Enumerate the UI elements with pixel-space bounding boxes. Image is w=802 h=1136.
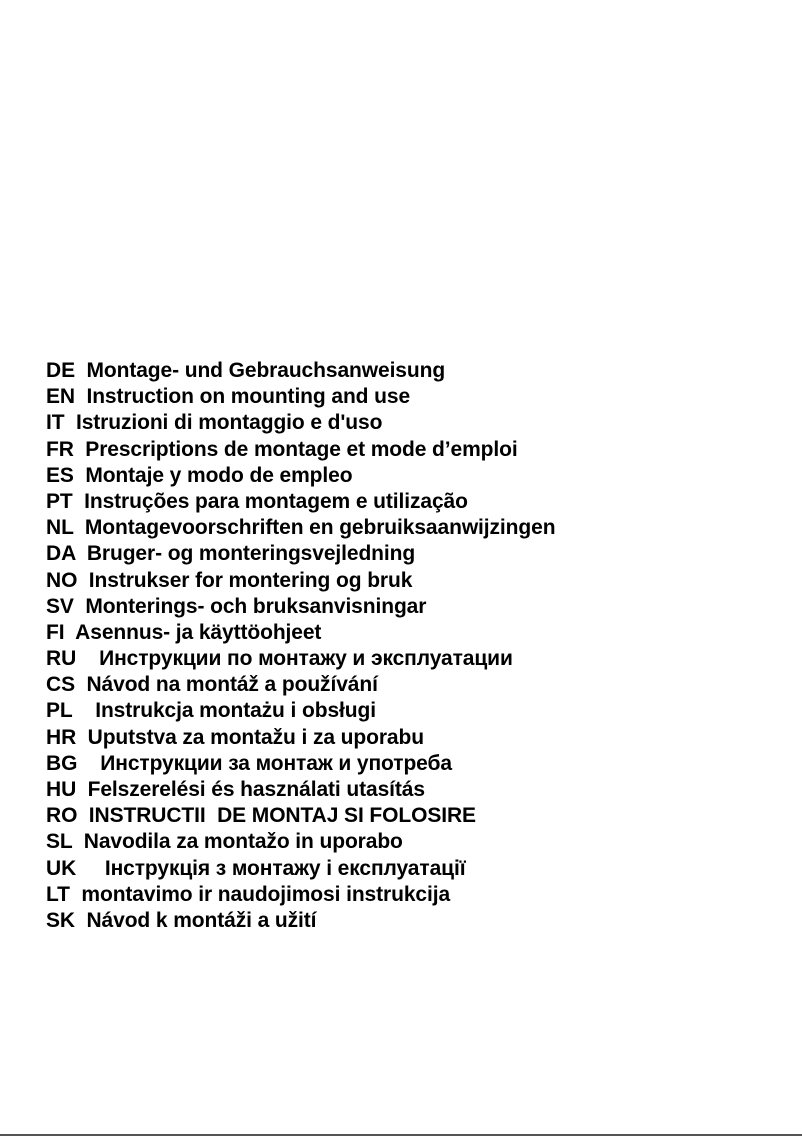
language-row-fr [46,437,555,463]
language-title: Montagevoorschriften en gebruiksaanwijzingen [84,516,556,540]
language-row-nl [46,515,555,541]
language-title: Инструкции по монтажу и эксплуатации [99,647,513,671]
language-title: Asennus- ja käyttöohjeet [75,620,322,644]
language-row-fi [46,620,555,646]
language-instruction-list [46,358,555,934]
language-row-hu [46,777,555,803]
language-row-en [46,384,555,410]
language-code: FR [46,437,74,461]
language-row-uk [46,856,555,882]
language-title: Инструкции за монтаж и употреба [100,751,452,775]
language-code: EN [46,385,75,409]
language-title: Montaje y modo de empleo [85,463,353,487]
language-title: Instruction on mounting and use [86,385,411,409]
language-row-pl [46,698,555,724]
language-title: Monterings- och bruksanvisningar [85,594,427,618]
language-row-de [46,358,555,384]
language-row-ru [46,646,555,672]
language-code: NO [46,568,78,592]
language-row-sk [46,908,555,934]
language-row-lt [46,882,555,908]
language-code: DA [46,542,76,566]
language-title: Prescriptions de montage et mode d’emploi [85,437,518,461]
language-title: Uputstva za montažu i za uporabu [87,725,424,749]
language-code: DE [46,359,75,382]
language-row-sv [46,594,555,620]
language-code: UK [46,856,77,880]
language-code: RU [46,647,77,671]
language-row-it [46,410,555,436]
language-title: Istruzioni di montaggio e d'uso [75,411,383,435]
language-title: montavimo ir naudojimosi instrukcija [81,882,451,906]
language-row-hr [46,725,555,751]
language-title: Návod k montáži a užití [86,908,317,932]
language-title: Montage- und Gebrauchsanweisung [86,359,446,382]
language-code: SK [46,908,75,932]
language-code: CS [46,673,75,697]
language-row-sl [46,829,555,855]
language-title: Felszerelési és használati utasítás [87,778,425,801]
language-code: RO [46,804,78,828]
language-title: Navodila za montažo in uporabo [83,830,403,854]
language-row-cs [46,672,555,698]
language-code: HR [46,725,77,749]
language-row-pt [46,489,555,515]
language-row-da [46,541,555,567]
language-code: ES [46,463,74,487]
language-code: PL [46,699,73,723]
language-code: PT [46,489,73,513]
language-row-es [46,463,555,489]
language-row-bg [46,751,555,777]
language-row-ro [46,803,555,829]
language-row-no [46,568,555,594]
language-code: SV [46,594,74,618]
language-title: Інструкція з монтажу і експлуатації [104,856,466,880]
language-title: Instruções para montagem e utilização [84,489,468,513]
language-code: LT [46,882,70,906]
language-code: IT [46,411,65,435]
language-title: Bruger- og monteringsvejledning [86,542,416,566]
language-code: NL [46,516,74,540]
language-code: SL [46,830,73,854]
language-code: HU [46,778,77,801]
language-title: INSTRUCTII DE MONTAJ SI FOLOSIRE [88,804,476,828]
language-title: Návod na montáž a používání [86,673,378,697]
language-code: BG [46,751,78,775]
language-title: Instrukser for montering og bruk [88,568,413,592]
language-code: FI [46,620,65,644]
language-title: Instrukcja montażu i obsługi [95,699,376,723]
